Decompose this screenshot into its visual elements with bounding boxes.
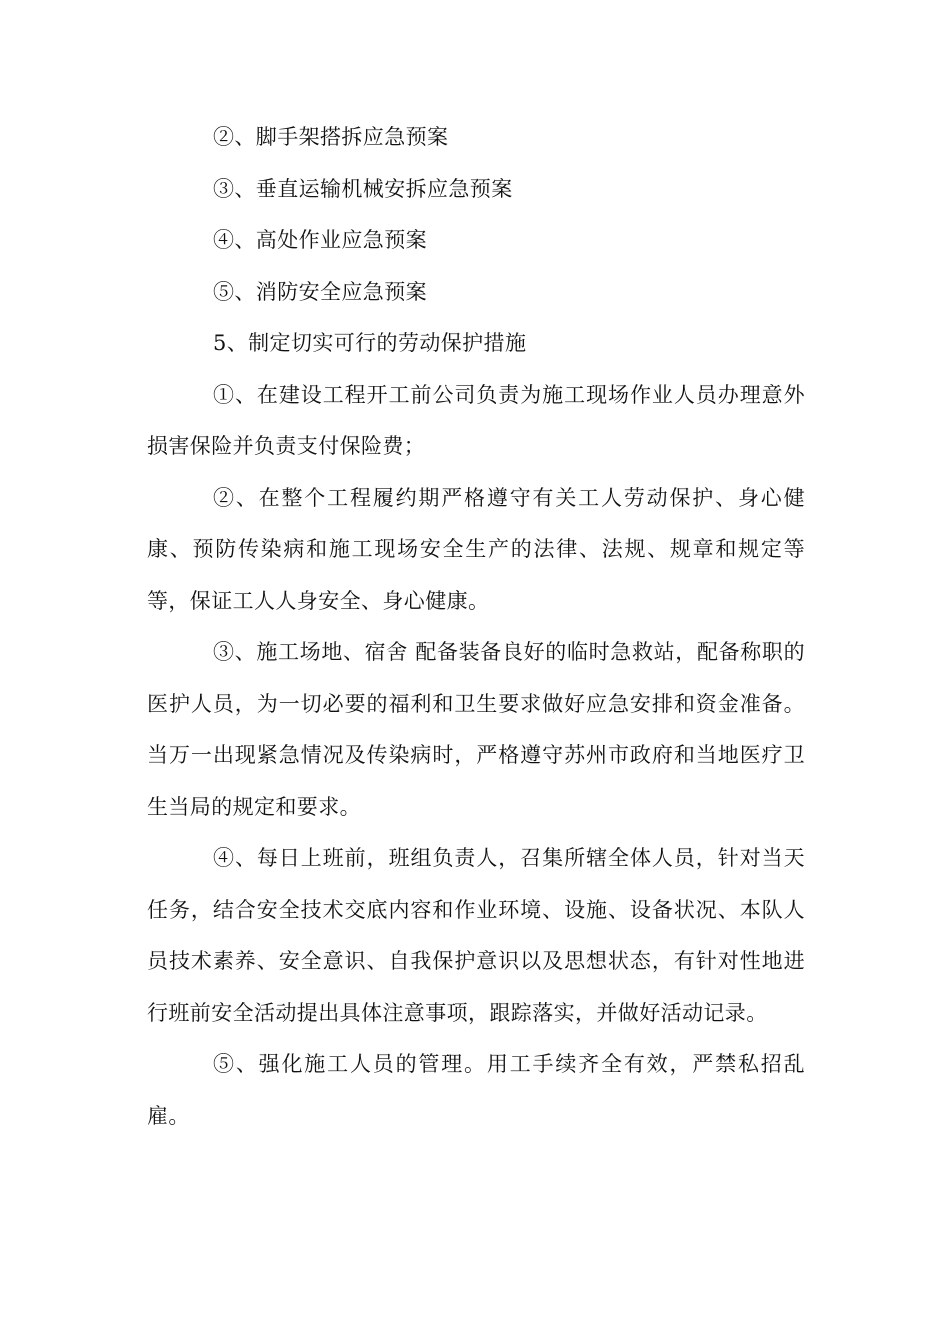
paragraph-insurance: ①、在建设工程开工前公司负责为施工现场作业人员办理意外损害保险并负责支付保险费；	[147, 382, 805, 458]
paragraph-pre-shift-briefing: ④、每日上班前，班组负责人，召集所辖全体人员，针对当天任务，结合安全技术交底内容和作业环境、设施、设备状况、本队人员技术素养、安全意识、自我保护意识以及思想状态，有针对性地进行班前安全活动提出具体注意事项，跟踪落实，并做好活动记录。	[147, 846, 805, 1025]
paragraph-high-work-plan: ④、高处作业应急预案	[213, 228, 427, 252]
paragraph-fire-safety-plan: ⑤、消防安全应急预案	[213, 279, 427, 304]
section-heading-labor-protection: 5、制定切实可行的劳动保护措施	[213, 331, 527, 355]
paragraph-worker-management: ⑤、强化施工人员的管理。用工手续齐全有效，严禁私招乱雇。	[147, 1052, 805, 1128]
paragraph-scaffold-plan: ②、脚手架搭拆应急预案	[213, 125, 449, 149]
paragraph-laws-compliance: ②、在整个工程履约期严格遵守有关工人劳动保护、身心健康、预防传染病和施工现场安全生产的法律、法规、规章和规定等等，保证工人人身安全、身心健康。	[147, 485, 805, 613]
paragraph-vertical-transport-plan: ③、垂直运输机械安拆应急预案	[213, 176, 513, 201]
document-body	[147, 112, 805, 1142]
paragraph-first-aid-station: ③、施工场地、宿舍 配备装备良好的临时急救站，配备称职的医护人员，为一切必要的福利和卫生要求做好应急安排和资金准备。当万一出现紧急情况及传染病时，严格遵守苏州市政府和当地医疗卫生当局的规定和要求。	[147, 640, 805, 819]
